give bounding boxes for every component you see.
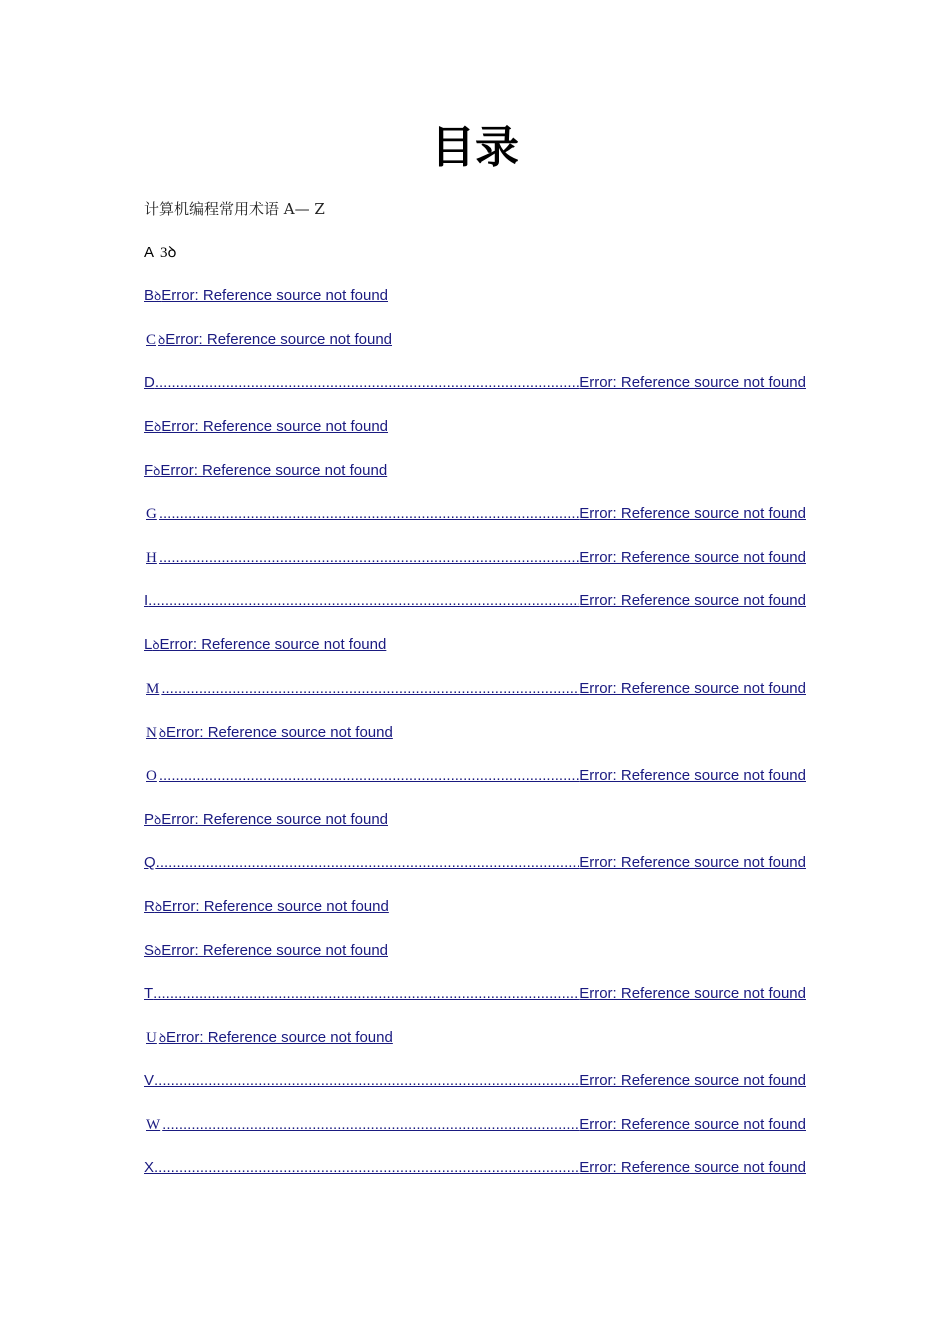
paragraph-mark-icon: ꝺ <box>154 420 162 434</box>
toc-subtitle: 计算机编程常用术语 A— Z <box>144 200 325 218</box>
paragraph-mark-icon: ꝺ <box>153 464 161 478</box>
toc-entry-a <box>144 242 177 264</box>
toc-entry-page-ref: Error: Reference source not found <box>161 418 389 435</box>
toc-entry-page-ref: Error: Reference source not found <box>579 1072 806 1089</box>
toc-entry-page-ref: Error: Reference source not found <box>579 854 806 871</box>
toc-entry-u[interactable] <box>144 1027 393 1049</box>
paragraph-mark-icon: ꝺ <box>158 726 167 740</box>
toc-entry-page-ref: Error: Reference source not found <box>579 374 806 391</box>
toc-entry-letter: V <box>144 1072 155 1089</box>
toc-entry-letter: S <box>144 942 155 959</box>
toc-entry-page-ref: Error: Reference source not found <box>161 811 389 828</box>
paragraph-mark-icon: ꝺ <box>154 813 162 827</box>
toc-entry-letter: G <box>146 506 157 522</box>
page-title: 目录 <box>431 122 519 173</box>
toc-leader-dots <box>155 372 579 394</box>
toc-entry-page-ref: Error: Reference source not found <box>161 942 389 959</box>
toc-entry-letter: O <box>146 768 157 784</box>
toc-entry-q[interactable] <box>144 852 806 874</box>
toc-entry-letter: B <box>144 287 155 304</box>
toc-leader-dots <box>154 1070 579 1092</box>
toc-entry-page-ref: Error: Reference source not found <box>579 505 806 522</box>
toc-entry-page-ref: Error: Reference source not found <box>579 1116 806 1133</box>
toc-entry-b[interactable] <box>144 285 388 307</box>
toc-entry-f[interactable] <box>144 460 387 482</box>
paragraph-mark-icon: ꝺ <box>154 289 162 303</box>
toc-entry-w[interactable] <box>144 1114 806 1136</box>
toc-entry-c[interactable] <box>144 329 392 351</box>
paragraph-mark-icon: ꝺ <box>152 638 160 652</box>
toc-entry-letter: I <box>144 592 149 609</box>
toc-leader-dots <box>161 678 579 700</box>
toc-entry-page-ref: Error: Reference source not found <box>160 462 388 479</box>
toc-entry-page-ref: Error: Reference source not found <box>579 680 806 697</box>
paragraph-mark-icon: ꝺ <box>154 900 163 914</box>
toc-entry-page-ref: Error: Reference source not found <box>579 1159 806 1176</box>
toc-entry-x[interactable] <box>144 1157 806 1179</box>
toc-entry-letter: M <box>146 681 160 697</box>
paragraph-mark-icon: ꝺ <box>158 1031 167 1045</box>
toc-entry-letter: N <box>146 725 157 741</box>
toc-entry-page-ref: Error: Reference source not found <box>166 724 393 741</box>
toc-entry-d[interactable] <box>144 372 806 394</box>
toc-entry-a-letter: A <box>144 244 155 261</box>
toc-entry-page-ref: Error: Reference source not found <box>162 898 389 915</box>
paragraph-mark-icon: ꝺ <box>154 944 162 958</box>
toc-entry-letter: H <box>146 550 157 566</box>
toc-entry-letter: C <box>146 332 157 348</box>
toc-entry-letter: P <box>144 811 155 828</box>
toc-leader-dots <box>154 1157 579 1179</box>
toc-entry-page-ref: Error: Reference source not found <box>165 331 393 348</box>
toc-entry-r[interactable] <box>144 896 389 918</box>
toc-entry-t[interactable] <box>144 983 806 1005</box>
toc-entry-page-ref: Error: Reference source not found <box>579 985 806 1002</box>
toc-entry-letter: D <box>144 374 155 391</box>
toc-entry-v[interactable] <box>144 1070 806 1092</box>
toc-entry-letter: Q <box>144 854 156 871</box>
toc-leader-dots <box>148 590 579 612</box>
toc-entry-i[interactable] <box>144 590 806 612</box>
toc-leader-dots <box>159 503 579 525</box>
toc-entry-e[interactable] <box>144 416 388 438</box>
toc-entry-page-ref: Error: Reference source not found <box>161 287 389 304</box>
toc-leader-dots <box>159 765 579 787</box>
toc-entry-m[interactable] <box>144 678 806 700</box>
paragraph-mark-icon: ꝺ <box>167 244 177 261</box>
toc-entry-o[interactable] <box>144 765 806 787</box>
paragraph-mark-icon: ꝺ <box>158 333 166 347</box>
toc-entry-page-ref: Error: Reference source not found <box>579 767 806 784</box>
toc-entry-a-page: 3 <box>160 245 168 261</box>
toc-leader-dots <box>162 1114 579 1136</box>
toc-entry-page-ref: Error: Reference source not found <box>159 636 387 653</box>
toc-entry-letter: X <box>144 1159 155 1176</box>
toc-entry-letter: E <box>144 418 155 435</box>
toc-entry-p[interactable] <box>144 809 388 831</box>
toc-leader-dots <box>159 547 579 569</box>
toc-entry-letter: W <box>146 1117 161 1133</box>
toc-leader-dots <box>153 983 579 1005</box>
toc-entry-letter: F <box>144 462 154 479</box>
toc-entry-page-ref: Error: Reference source not found <box>166 1029 393 1046</box>
toc-entry-page-ref: Error: Reference source not found <box>579 592 806 609</box>
toc-entry-page-ref: Error: Reference source not found <box>579 549 806 566</box>
toc-entry-h[interactable] <box>144 547 806 569</box>
toc-entry-letter: R <box>144 898 155 915</box>
toc-entry-letter: T <box>144 985 154 1002</box>
toc-entry-letter: L <box>144 636 153 653</box>
toc-entry-n[interactable] <box>144 722 393 744</box>
toc-leader-dots <box>156 852 580 874</box>
toc-entry-l[interactable] <box>144 634 386 656</box>
toc-entry-letter: U <box>146 1030 157 1046</box>
toc-entry-g[interactable] <box>144 503 806 525</box>
toc-entry-s[interactable] <box>144 940 388 962</box>
